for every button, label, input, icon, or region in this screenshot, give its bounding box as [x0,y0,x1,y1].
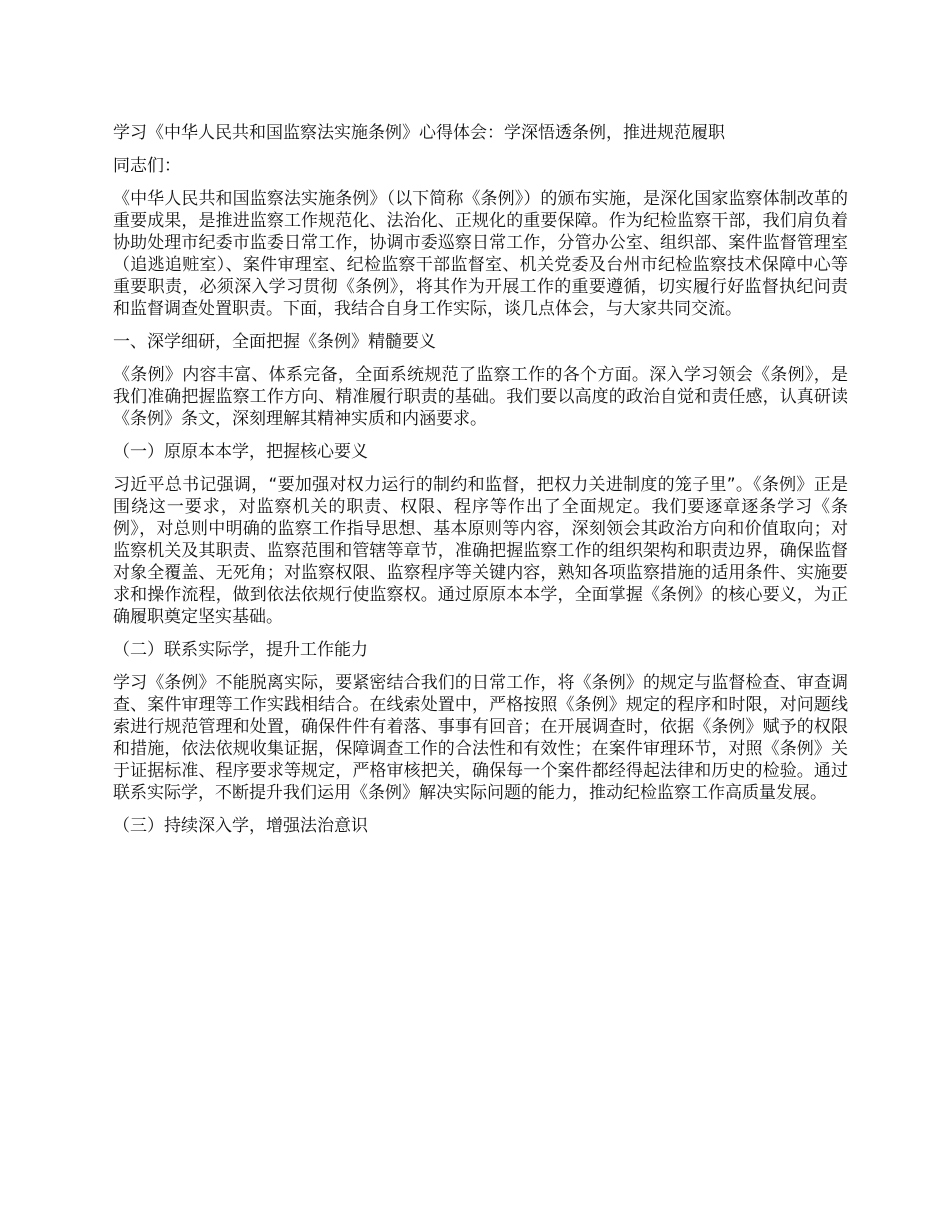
subsection-heading: （一）原原本本学，把握核心要义 [113,442,368,462]
subsection-heading: （三）持续深入学，增强法治意识 [113,816,368,836]
document-title: 学习《中华人民共和国监察法实施条例》心得体会：学深悟透条例，推进规范履职 [113,123,725,143]
intro-paragraph: 《中华人民共和国监察法实施条例》（以下简称《条例》）的颁布实施，是深化国家监察体制改革的重要成果，是推进监察工作规范化、法治化、正规化的重要保障。作为纪检监察干部，我们肩负着协助处理市纪委市监委日常工作，协调市委巡察日常工作，分管办公室、组织部、案件监督管理室（追逃追赃室）、案件审理室、纪检监察干部监督室、机关党委及台州市纪检监察技术保障中心等重要职责，必须深入学习贯彻《条例》，将其作为开展工作的重要遵循，切实履行好监督执纪问责和监督调查处置职责。下面，我结合自身工作实际，谈几点体会，与大家共同交流。 [113,189,848,319]
document-page [113,122,848,848]
subsection-paragraph: 习近平总书记强调，“要加强对权力运行的制约和监督，把权力关进制度的笼子里”。《条例》正是围绕这一要求，对监察机关的职责、权限、程序等作出了全面规定。我们要逐章逐条学习《条例》，对总则中明确的监察工作指导思想、基本原则等内容，深刻领会其政治方向和价值取向；对监察机关及其职责、监察范围和管辖等章节，准确把握监察工作的组织架构和职责边界，确保监督对象全覆盖、无死角；对监察权限、监察程序等关键内容，熟知各项监察措施的适用条件、实施要求和操作流程，做到依法依规行使监察权。通过原原本本学，全面掌握《条例》的核心要义，为正确履职奠定坚实基础。 [113,475,848,627]
section-intro-paragraph: 《条例》内容丰富、体系完备，全面系统规范了监察工作的各个方面。深入学习领会《条例》，是我们准确把握监察工作方向、精准履行职责的基础。我们要以高度的政治自觉和责任感，认真研读《条例》条文，深刻理解其精神实质和内涵要求。 [113,365,848,429]
subsection-paragraph: 学习《条例》不能脱离实际，要紧密结合我们的日常工作，将《条例》的规定与监督检查、审查调查、案件审理等工作实践相结合。在线索处置中，严格按照《条例》规定的程序和时限，对问题线索进行规范管理和处置，确保件件有着落、事事有回音；在开展调查时，依据《条例》赋予的权限和措施，依法依规收集证据，保障调查工作的合法性和有效性；在案件审理环节，对照《条例》关于证据标准、程序要求等规定，严格审核把关，确保每一个案件都经得起法律和历史的检验。通过联系实际学，不断提升我们运用《条例》解决实际问题的能力，推动纪检监察工作高质量发展。 [113,673,848,803]
salutation: 同志们： [113,156,181,176]
section-heading: 一、深学细研，全面把握《条例》精髓要义 [113,332,436,352]
subsection-heading: （二）联系实际学，提升工作能力 [113,640,368,660]
